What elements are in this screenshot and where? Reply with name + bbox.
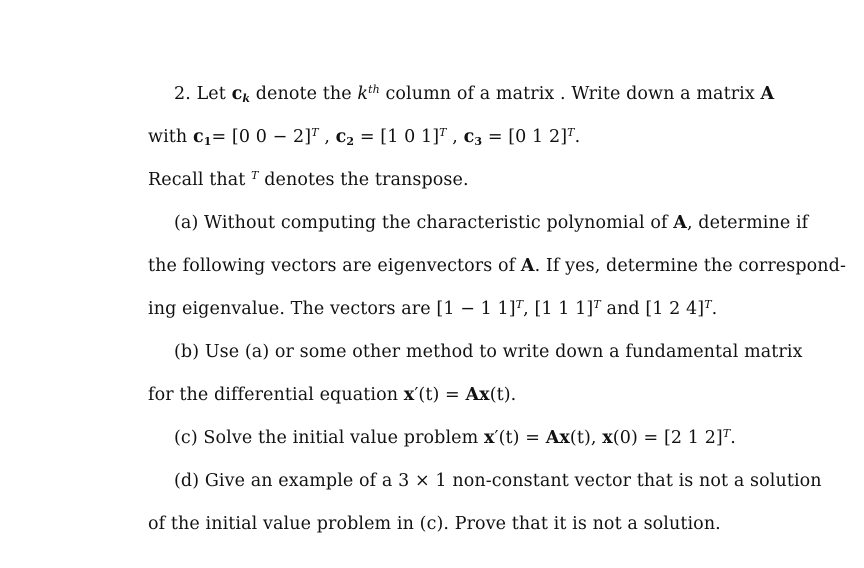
kth-label: $k^{th}$ — [357, 83, 380, 104]
part-c-text: (c) Solve the initial value problem — [174, 428, 479, 448]
problem-number: 2. — [174, 84, 191, 104]
separator: , — [318, 127, 336, 147]
c3-value: = [0 1 2] — [487, 127, 568, 147]
matrix-A-symbol: A — [673, 213, 687, 233]
intro-rest-text: column of a matrix . Write down a matrix — [385, 84, 755, 104]
part-a-text: , [1 1 1] — [523, 299, 594, 319]
vector-x: x — [403, 385, 415, 405]
transpose-mark: T — [251, 169, 259, 182]
part-a-text: (a) Without computing the characteristic polynomial of — [174, 213, 668, 233]
part-a-line-1 — [174, 212, 808, 234]
equation-text: ′(t) = — [494, 428, 546, 448]
part-b-line-1: (b) Use (a) or some other method to write down a fundamental matrix — [174, 342, 803, 362]
part-a-text: . If yes, determine the correspond- — [534, 256, 846, 276]
part-a-text: , determine if — [686, 213, 809, 233]
vector-x: x — [602, 428, 613, 448]
c2-value: = [1 0 1] — [359, 127, 440, 147]
intro-let-text: Let — [196, 84, 226, 104]
transpose-mark: T — [439, 126, 447, 139]
part-b-line-2 — [148, 384, 516, 406]
transpose-mark: T — [722, 427, 731, 440]
equation-text: (t), — [569, 428, 603, 448]
period: . — [730, 428, 736, 448]
recall-pre-text: Recall that — [148, 170, 246, 190]
matrix-Ax: Ax — [465, 385, 490, 405]
recall-line — [148, 169, 469, 191]
part-d-line-2: of the initial value problem in (c). Prove that it is not a solution. — [148, 514, 721, 534]
matrix-A-symbol: A — [760, 84, 775, 104]
separator: , — [446, 127, 464, 147]
part-a-line-3 — [148, 298, 717, 320]
period: . — [711, 299, 718, 319]
transpose-mark: T — [704, 298, 712, 311]
matrix-Ax: Ax — [545, 428, 570, 448]
matrix-A-symbol: A — [520, 256, 535, 276]
part-a-text: the following vectors are eigenvectors of — [148, 256, 516, 276]
c1-value: = [0 0 − 2] — [211, 127, 312, 147]
recall-post-text: denotes the transpose. — [264, 170, 469, 190]
vector-c-k: $c_k$ — [231, 84, 251, 105]
problem-intro-line — [174, 83, 774, 105]
transpose-mark: T — [567, 126, 575, 139]
part-a-line-2 — [148, 255, 846, 277]
equation-text: (t). — [489, 385, 517, 405]
intro-denote-text: denote the — [255, 84, 352, 104]
with-text: with — [148, 127, 188, 147]
vector-x: x — [484, 428, 495, 448]
part-d-line-1: (d) Give an example of a 3 × 1 non-constant vector that is not a solution — [174, 471, 822, 491]
part-a-text: ing eigenvalue. The vectors are [1 − 1 1] — [148, 299, 516, 319]
part-b-text: for the differential equation — [148, 385, 399, 405]
vector-c1: $c_1$ — [192, 127, 212, 148]
vector-c2: $c_2$ — [335, 127, 355, 148]
column-vectors-line — [148, 126, 580, 148]
transpose-mark: T — [515, 298, 524, 311]
transpose-mark: T — [311, 126, 319, 139]
part-c-line — [174, 427, 736, 449]
part-a-text: and [1 2 4] — [600, 299, 705, 319]
transpose-mark: T — [593, 298, 601, 311]
equation-text: (0) = [2 1 2] — [612, 428, 723, 448]
vector-c3: $c_3$ — [463, 127, 483, 148]
equation-text: ′(t) = — [414, 385, 466, 405]
period: . — [574, 127, 581, 147]
